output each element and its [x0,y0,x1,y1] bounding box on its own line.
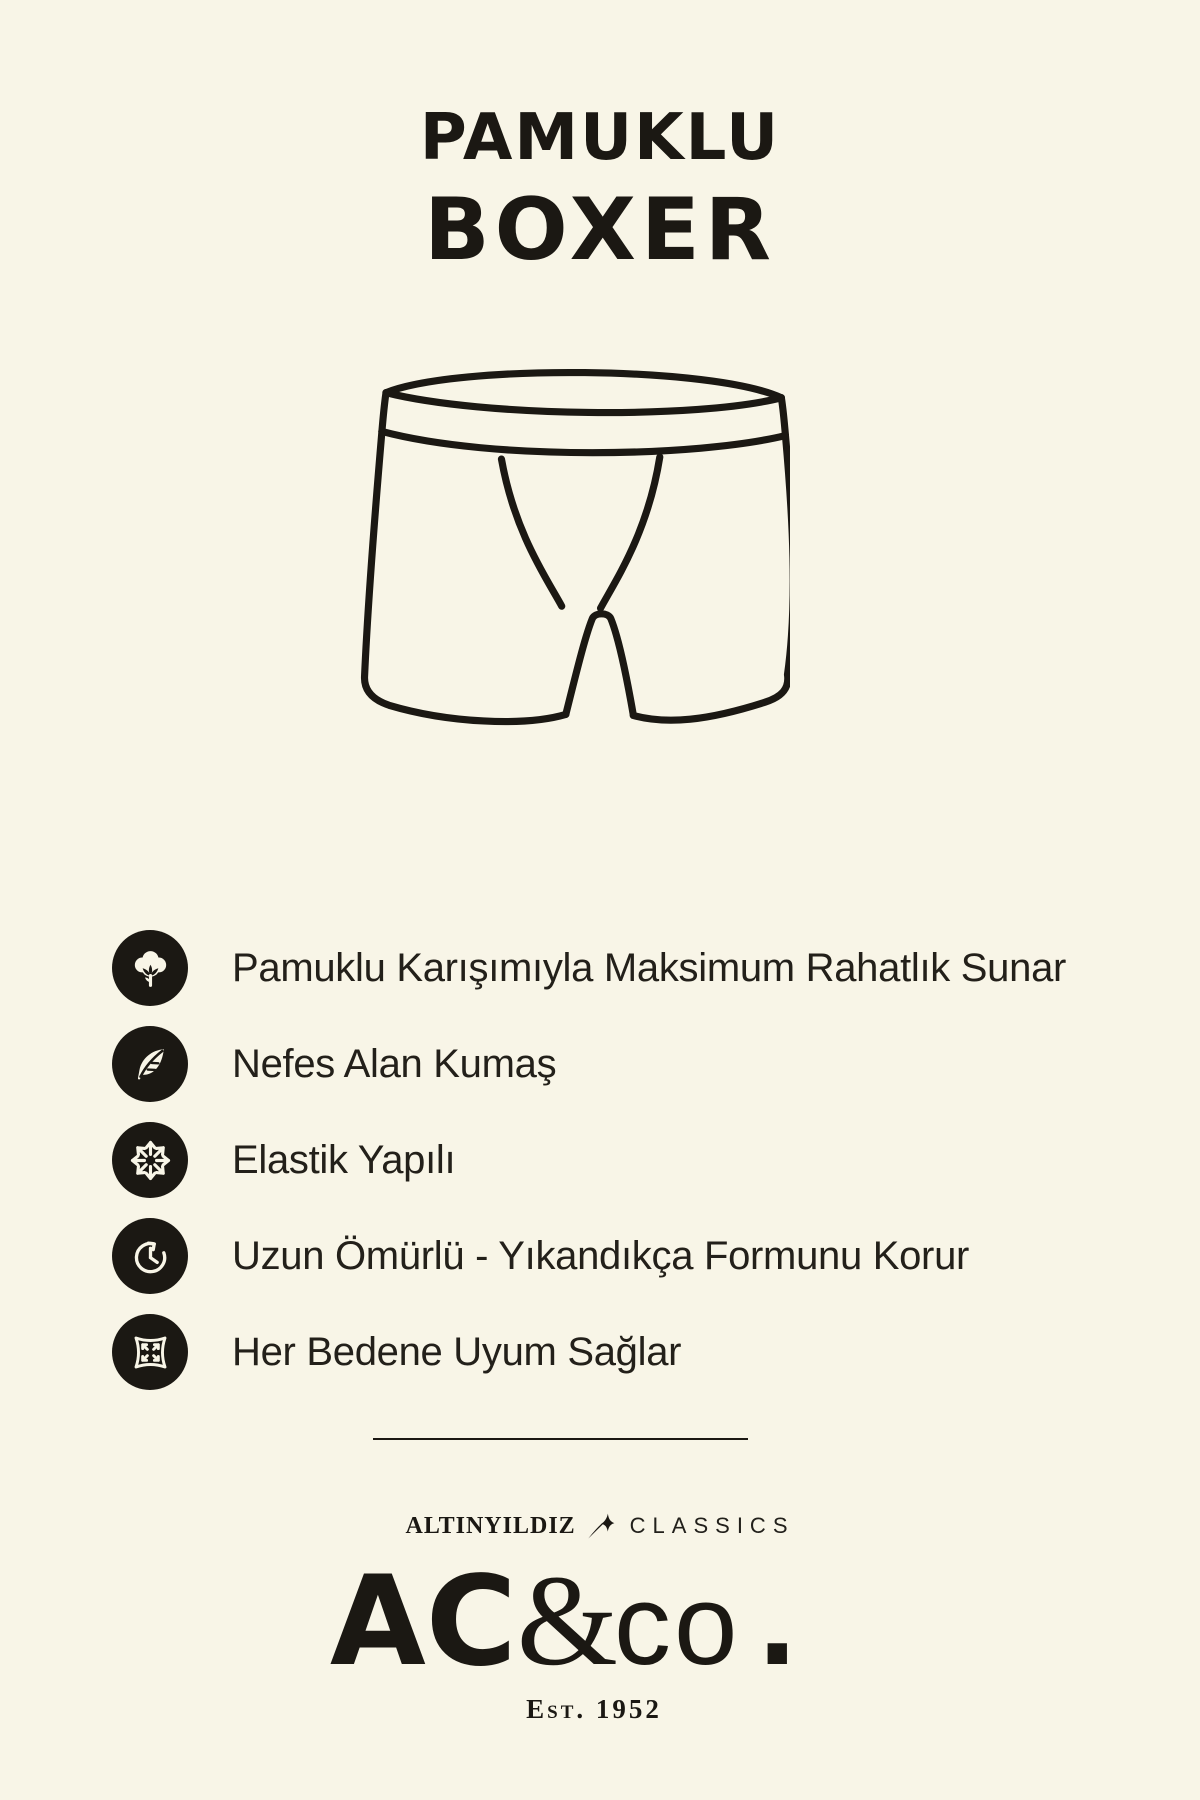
logo-period: . [756,1562,799,1690]
feature-row-cotton [112,930,1160,1006]
feather-icon [112,1026,188,1102]
title-line-1: PAMUKLU [419,101,781,175]
title-line-2: BOXER [424,180,776,280]
feature-row-elastic [112,1122,1160,1198]
logo-ampersand: & [516,1549,614,1693]
cotton-icon [112,930,188,1006]
boxer-line-drawing-svg [360,362,790,740]
logo-co: co [613,1562,741,1689]
clock-refresh-icon [112,1218,188,1294]
footer-divider [373,1438,748,1440]
expand-arrows-icon [112,1122,188,1198]
feature-row-durable [112,1218,1160,1294]
feature-label: Pamuklu Karışımıyla Maksimum Rahatlık Sunar [232,945,1067,990]
ac-co-logo [0,1549,1200,1694]
brand-line [0,1506,1200,1546]
established-text: Est. 1952 [526,1694,662,1724]
feature-label: Elastik Yapılı [232,1137,456,1182]
established-row [0,1694,1200,1725]
stretch-fabric-icon [112,1314,188,1390]
page-title [0,101,1200,280]
feature-label: Her Bedene Uyum Sağlar [232,1329,682,1374]
boxer-illustration [360,362,790,740]
feature-list [112,930,1160,1410]
feature-row-fit [112,1314,1160,1390]
four-point-star-icon [587,1513,619,1540]
feature-row-breathable [112,1026,1160,1102]
feature-label: Nefes Alan Kumaş [232,1041,557,1086]
logo-ac: AC [329,1550,517,1694]
brand-name-classics: CLASSICS [629,1513,795,1538]
brand-name-altinyildiz: ALTINYILDIZ [405,1512,576,1539]
feature-label: Uzun Ömürlü - Yıkandıkça Formunu Korur [232,1233,970,1278]
